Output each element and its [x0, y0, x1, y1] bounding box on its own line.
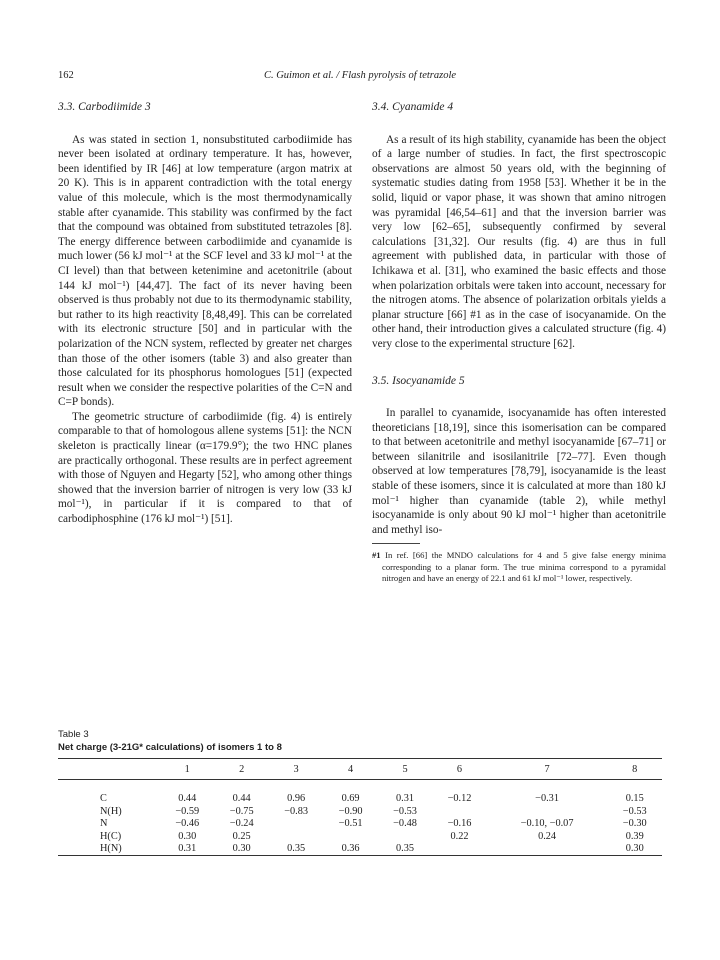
table-row [58, 843, 662, 856]
table-cell: 0.44 [232, 793, 251, 805]
table-cell: −0.48 [393, 818, 417, 830]
table-label: Table 3 [58, 729, 89, 740]
table-cell [269, 830, 323, 843]
table-cell: 0.24 [538, 830, 557, 842]
table-cell: 0.30 [178, 830, 197, 842]
row-label: C [100, 793, 107, 805]
column-header: 8 [632, 764, 638, 775]
table-cell: −0.24 [229, 818, 254, 830]
table-cell: 0.35 [287, 843, 306, 855]
table-cell: −0.53 [393, 805, 417, 817]
table-cell: −0.51 [338, 818, 363, 830]
body-paragraph: As a result of its high stability, cyanamide has been the object of a large number of studies. In fact, the first spectroscopic observations are almost 50 years old, with the beginning of systematic studies dating from 1958 [53]. Whether it be in the solid, liquid or vapor phase, it was shown that amino nitrogen was pyramidal [46,54–61] and that the inversion barrier was very low [62–65], subsequently confirmed by several calculations [31,32]. Our results (fig. 4) are thus in full agreement with published data, in particular with those of Ichikawa et al. [31], who examined the basic effects and those when polarization orbitals were taken into account, necessary for the nitrogen atoms. The absence of polarization orbitals yields a planar structure [66] #1 as in the case of isocyanamide. On the other hand, their introduction gives a calculated structure (fig. 4) very close to the experimental structure [62]. [372, 133, 666, 350]
table-cell: 0.31 [178, 843, 197, 855]
table-cell: 0.69 [341, 793, 360, 805]
body-paragraph: As was stated in section 1, nonsubstituted carbodiimide has never been isolated at ordinary temperature. It has, however, been identified by IR [46] at low temperature (argon matrix at 20 K). This is in apparent contradiction with the total energy value of this molecule, which is the most thermodynamically stable after cyanamide. This stability was confirmed by the fact that the compound was obtained from substituted tetrazoles [8]. The energy difference between carbodiimide and cyanamide is much lower (56 kJ mol⁻¹ at the SCF level and 33 kJ mol⁻¹ at the CI level) than that between ketenimine and acetonitrile (about 144 kJ mol⁻¹) [44,47]. The fact of its never having been observed is thus probably not due to its thermodynamic stability, but rather to its high reactivity [8,48,49]. This can be correlated with its electronic structure [50] and in particular with the polarization of the NCN system, reflected by greater net charges than those of the other isomers (table 3) and also greater than those calculated for its phosphorus homologues [51] (expected result when we consider the respective polarities of the C=N and C=P bonds). [58, 133, 352, 409]
row-label: N [100, 818, 108, 830]
body-paragraph: The geometric structure of carbodiimide (fig. 4) is entirely comparable to that of homologous allene systems [51]: the NCN skeleton is practically linear (α=179.9°); the two HNC planes are practically orthogonal. These results are in perfect agreement with those of Nguyen and Hegarty [52], who among other things showed that the inversion barrier of nitrogen is very low (33 kJ mol⁻¹), in particular if it is compared to that of carbodiphosphine (176 kJ mol⁻¹) [51]. [58, 410, 352, 526]
table-cell: 0.96 [287, 793, 306, 805]
net-charge-table [58, 728, 662, 856]
table-cell: −0.10, −0.07 [520, 818, 574, 830]
table-cell: −0.59 [175, 805, 200, 817]
table-row [58, 818, 662, 831]
column-header: 6 [456, 764, 463, 775]
data-table [58, 758, 662, 856]
table-cell: −0.90 [338, 805, 363, 817]
page-number: 162 [58, 70, 74, 81]
table-cell: −0.16 [447, 818, 472, 830]
section-title-isocyanamide: 3.5. Isocyanamide 5 [372, 374, 465, 387]
table-cell: 0.22 [450, 830, 469, 842]
table-cell [323, 830, 377, 843]
section-title-carbodiimide: 3.3. Carbodiimide 3 [58, 101, 151, 113]
column-header: 3 [293, 764, 299, 775]
column-header: 1 [184, 764, 190, 775]
footnote [372, 550, 666, 584]
table-cell: −0.12 [447, 793, 472, 805]
table-cell [432, 805, 486, 818]
table-cell: 0.31 [396, 793, 415, 805]
table-cell: 0.35 [396, 843, 415, 855]
table-cell: 0.44 [178, 793, 197, 805]
footnote-marker: #1 [372, 550, 381, 561]
table-cell: 0.25 [232, 830, 251, 842]
right-column [372, 100, 666, 585]
table-cell [432, 843, 486, 856]
column-header: 5 [402, 764, 408, 775]
table-row [58, 805, 662, 818]
column-header: 2 [239, 764, 245, 775]
column-header [58, 759, 160, 780]
table-caption: Net charge (3-21G* calculations) of isomers 1 to 8 [58, 742, 282, 753]
table-cell: 0.30 [232, 843, 251, 855]
table-cell: −0.31 [535, 793, 559, 805]
row-label: H(N) [100, 843, 122, 855]
table-cell: 0.39 [625, 830, 644, 842]
table-cell: 0.15 [625, 793, 644, 805]
table-cell: −0.83 [284, 805, 309, 817]
table-header-row [58, 759, 662, 780]
table-cell: −0.53 [622, 805, 647, 817]
table-cell: 0.36 [341, 843, 360, 855]
table-cell [269, 818, 323, 831]
column-header: 7 [544, 764, 550, 775]
row-label: H(C) [100, 830, 122, 842]
row-label: N(H) [100, 805, 122, 817]
body-paragraph: In parallel to cyanamide, isocyanamide has often interested theoreticians [18,19], since this isomerisation can be compared to that between acetonitrile and methyl isocyanamide [67–71] or between silanitrile and isosilanitrile [72–77]. Even though observed at low temperatures [78,79], isocyanamide is the least stable of these isomers, since it is calculated at more than 180 kJ mol⁻¹ higher than cyanamide (table 2), while methyl isocyanamide is only about 90 kJ mol⁻¹ higher than acetonitrile and methyl iso- [372, 407, 666, 536]
column-header: 4 [348, 764, 354, 775]
table-row [58, 793, 662, 806]
running-title: C. Guimon et al. / Flash pyrolysis of tetrazole [263, 70, 457, 81]
table-cell: −0.30 [622, 818, 647, 830]
section-title-cyanamide: 3.4. Cyanamide 4 [372, 101, 454, 113]
table-cell: −0.75 [229, 805, 254, 817]
table-cell: −0.46 [175, 818, 200, 830]
left-column [58, 100, 352, 527]
footnote-rule [372, 543, 420, 544]
table-row [58, 830, 662, 843]
table-cell [487, 805, 608, 818]
page-header [58, 70, 662, 86]
table-cell [378, 830, 432, 843]
table-cell: 0.30 [625, 843, 644, 855]
footnote-text: In ref. [66] the MNDO calculations for 4 and 5 give false energy minima corresponding to a planar form. The true minima correspond to a pyramidal nitrogen and have an energy of 22.1 and 61 kJ mol⁻¹ lower, respectively. [382, 550, 666, 584]
table-cell [487, 843, 608, 856]
